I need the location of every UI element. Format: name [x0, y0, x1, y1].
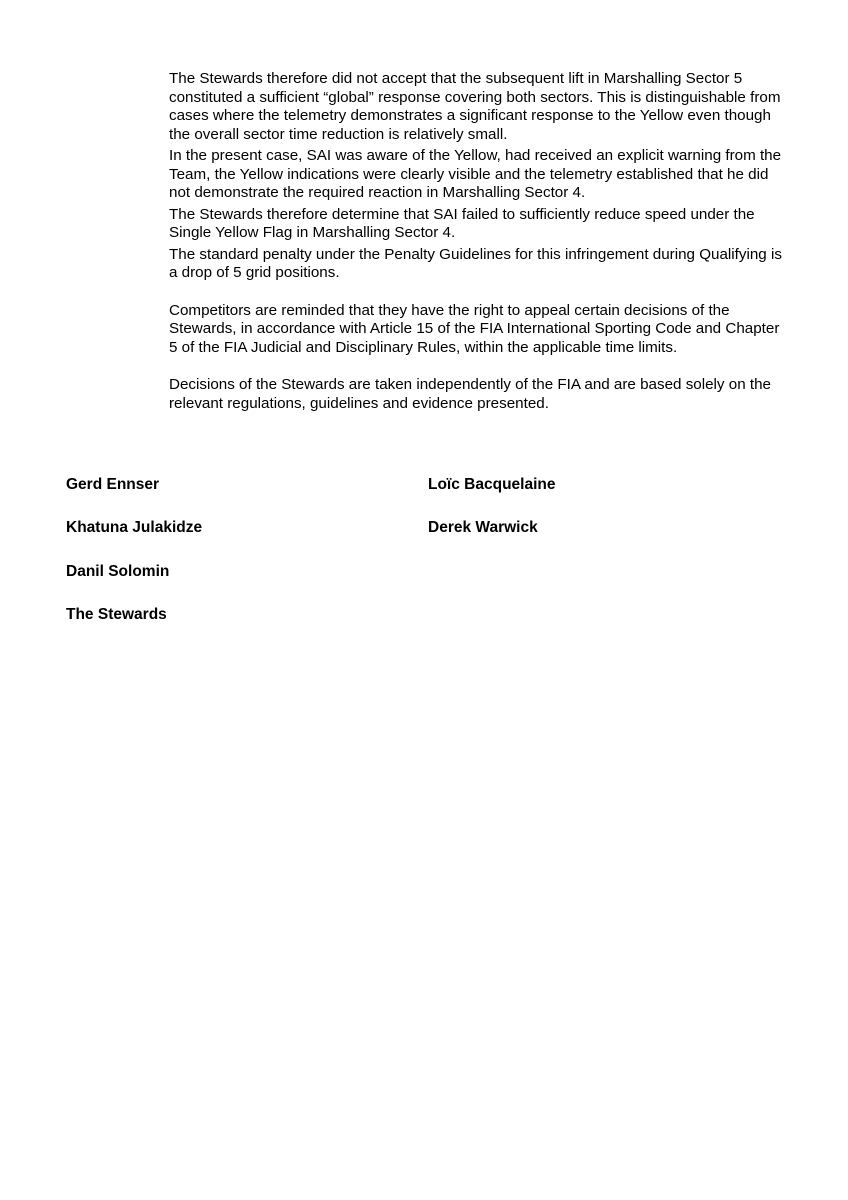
signatory-name: Gerd Ennser	[66, 476, 160, 493]
signatory-name: Loïc Bacquelaine	[428, 476, 556, 493]
signatory-name: Derek Warwick	[428, 519, 538, 536]
signatory-name: Khatuna Julakidze	[66, 519, 203, 536]
stewards-title: The Stewards	[66, 606, 167, 623]
decision-text	[169, 70, 789, 413]
paragraph-penalty: The standard penalty under the Penalty Guidelines for this infringement during Qualifying is a drop of 5 grid positions.	[169, 245, 782, 281]
paragraph-present-case: In the present case, SAI was aware of the Yellow, had received an explicit warning from the Team, the Yellow indications were clearly visible and the telemetry established that he did not demonstrate the required reaction in Marshalling Sector 4.	[169, 147, 782, 201]
paragraph-independence-notice: Decisions of the Stewards are taken independently of the FIA and are based solely on the relevant regulations, guidelines and evidence presented.	[169, 376, 771, 412]
paragraph-determination: The Stewards therefore determine that SAI failed to sufficiently reduce speed under the Single Yellow Flag in Marshalling Sector 4.	[169, 205, 755, 241]
signatory-name: Danil Solomin	[66, 563, 170, 580]
paragraph-global-response: The Stewards therefore did not accept that the subsequent lift in Marshalling Sector 5 constituted a sufficient “global” response covering both sectors. This is distinguishable from cases where the telemetry demonstrates a significant response to the Yellow even though the overall sector time reduction is relatively small.	[169, 70, 781, 143]
paragraph-appeal-notice: Competitors are reminded that they have the right to appeal certain decisions of the Stewards, in accordance with Article 15 of the FIA International Sporting Code and Chapter 5 of the FIA Judicial and Disciplinary Rules, within the applicable time limits.	[169, 301, 780, 356]
